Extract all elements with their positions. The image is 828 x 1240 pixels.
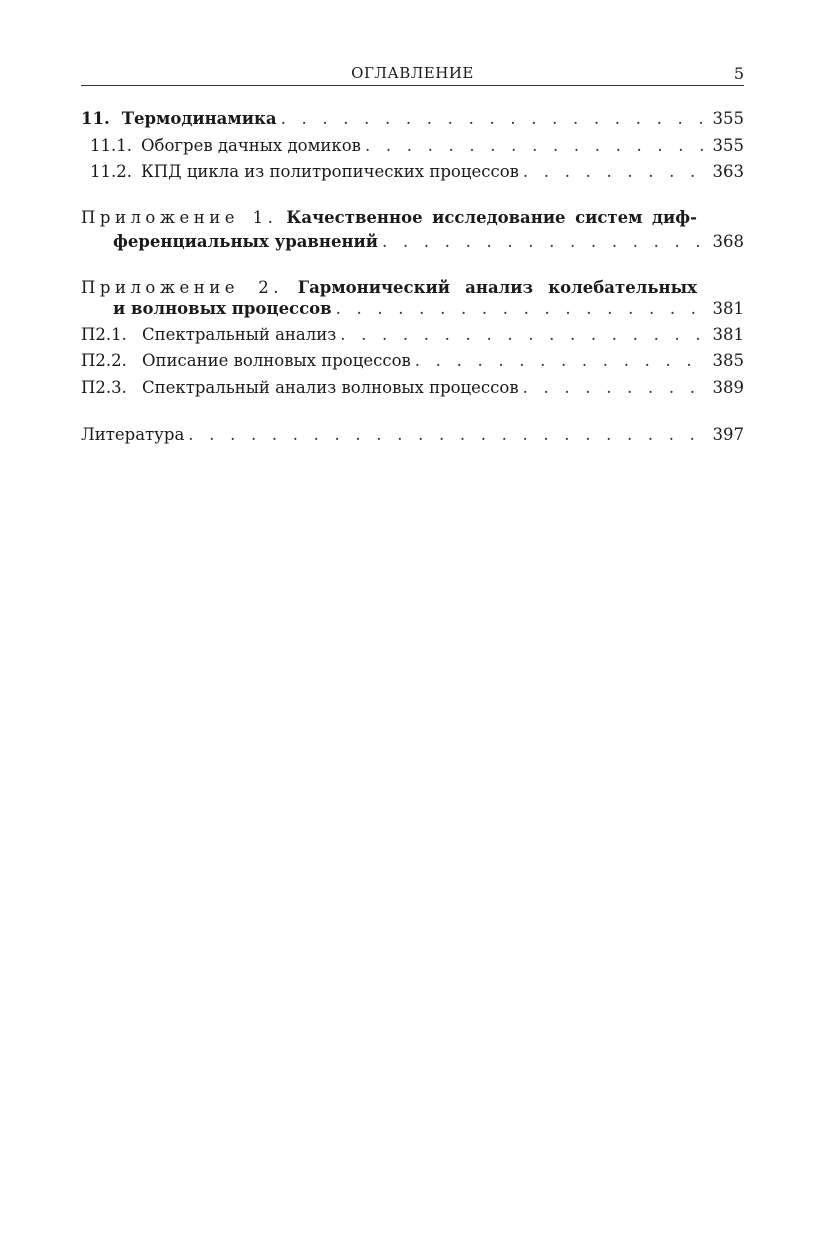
- toc-page-number: 355: [712, 136, 744, 155]
- toc-page-number: 389: [712, 378, 744, 397]
- toc-entry-literature[interactable]: [81, 423, 744, 447]
- running-head: [81, 63, 744, 86]
- toc-appendix-line: [81, 206, 697, 230]
- running-head-title: ОГЛАВЛЕНИЕ: [351, 64, 474, 82]
- toc-section-number: 11.1.: [90, 136, 132, 155]
- toc-section-title: Спектральный анализ: [142, 325, 337, 344]
- toc-chapter-number: 11.: [81, 109, 110, 128]
- toc-section-number: П2.1.: [81, 325, 127, 344]
- toc-leader-dots: [382, 230, 706, 254]
- toc-leader-dots: [523, 376, 706, 400]
- toc-appendix-label: Приложение 1.: [81, 208, 278, 227]
- toc-chapter-title: Термодинамика: [121, 109, 277, 128]
- toc-leader-dots: [188, 423, 706, 447]
- toc-page-number: 368: [712, 232, 744, 251]
- toc-section-number: П2.2.: [81, 351, 127, 370]
- toc-entry-p2-1[interactable]: [81, 323, 744, 347]
- toc-entry-11-1[interactable]: [81, 134, 744, 158]
- toc-page-number: 355: [712, 109, 744, 128]
- toc-entry-appendix-1-continued[interactable]: [81, 230, 744, 254]
- toc-leader-dots: [415, 349, 706, 373]
- toc-page-number: 363: [712, 162, 744, 181]
- toc-section-title: Обогрев дачных домиков: [141, 136, 361, 155]
- toc-leader-dots: [340, 323, 706, 347]
- toc-appendix-title-line2: ференциальных уравнений: [113, 232, 379, 251]
- toc-appendix-label: Приложение 2.: [81, 278, 283, 297]
- toc-page-number: 397: [712, 425, 744, 444]
- toc-entry-p2-3[interactable]: [81, 376, 744, 400]
- toc-section-number: 11.2.: [90, 162, 132, 181]
- toc-page-number: 385: [712, 351, 744, 370]
- toc-literature-title: Литература: [81, 425, 185, 444]
- toc-entry-appendix-1[interactable]: [81, 206, 744, 230]
- toc-entry-chapter-11[interactable]: [81, 107, 744, 131]
- toc-entry-11-2[interactable]: [81, 160, 744, 184]
- toc-leader-dots: [523, 160, 706, 184]
- toc-section-title: КПД цикла из политропических процессов: [141, 162, 519, 181]
- toc-page-number: 381: [712, 299, 744, 318]
- toc-page-number: 381: [712, 325, 744, 344]
- toc-leader-dots: [336, 297, 706, 321]
- toc-appendix-title-line1: Гармонический анализ колебательных: [297, 278, 697, 297]
- page-number: 5: [733, 64, 744, 83]
- toc-section-number: П2.3.: [81, 378, 127, 397]
- toc-section-title: Описание волновых процессов: [142, 351, 411, 370]
- toc-entry-p2-2[interactable]: [81, 349, 744, 373]
- toc-entry-appendix-2-continued[interactable]: [81, 297, 744, 321]
- toc-section-title: Спектральный анализ волновых процессов: [142, 378, 519, 397]
- toc-leader-dots: [365, 134, 706, 158]
- toc-appendix-title-line2: и волновых процессов: [113, 299, 332, 318]
- toc-leader-dots: [281, 107, 706, 131]
- toc-appendix-title-line1: Качественное исследование систем диф-: [286, 208, 697, 227]
